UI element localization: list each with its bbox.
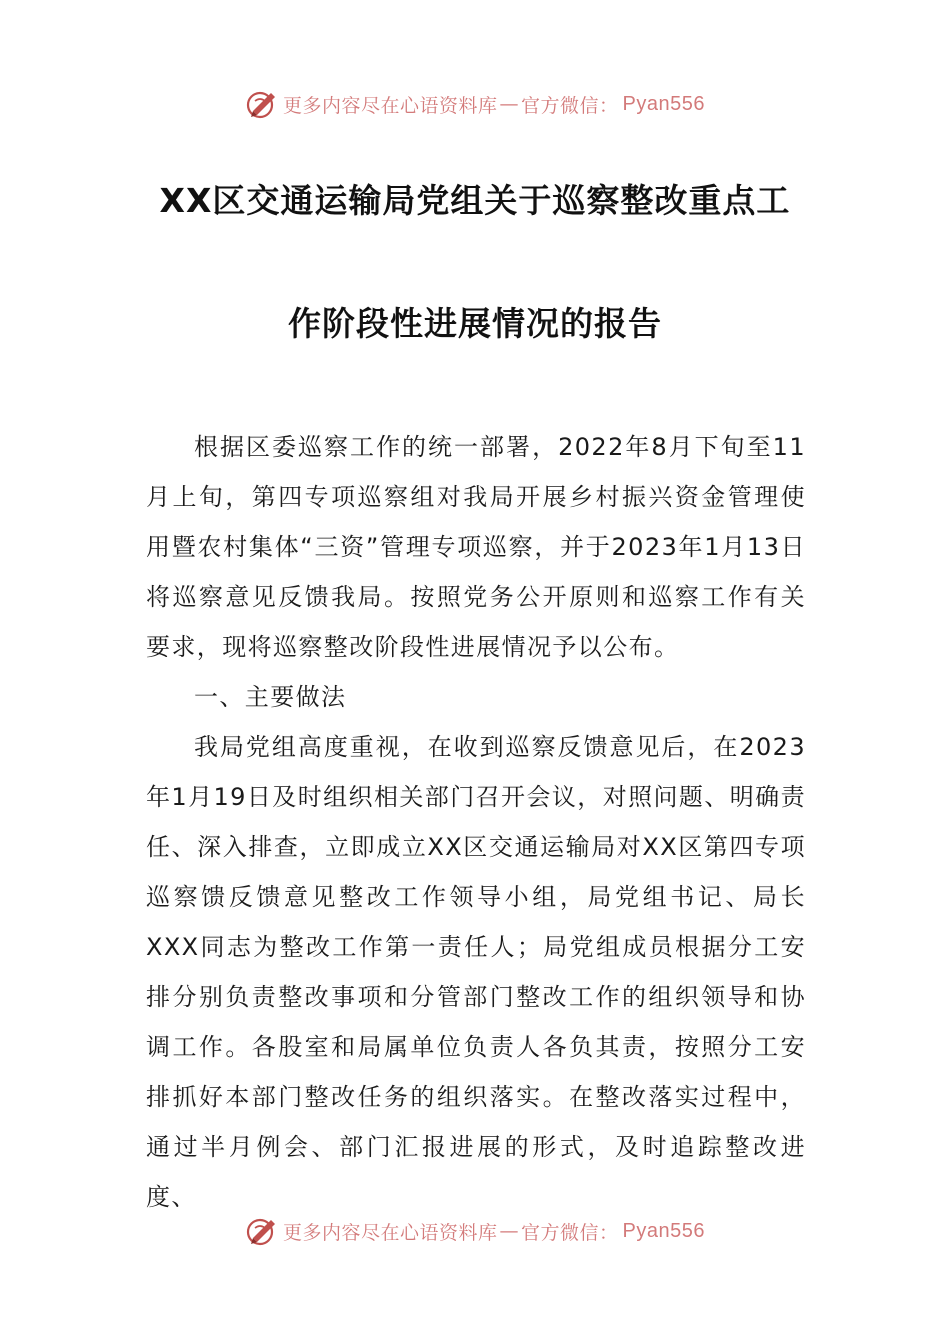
footer-watermark bbox=[0, 1213, 950, 1249]
section-heading-main-practices: 一、主要做法 bbox=[194, 683, 347, 711]
paragraph-practices: 我局党组高度重视，在收到巡察反馈意见后，在2023年1月19日及时组织相关部门召开会议，对照问题、明确责任、深入排查，立即成立XX区交通运输局对XX区第四专项巡察馈反馈意见整改工作领导小组，局党组书记、局长XXX同志为整改工作第一责任人；局党组成员根据分工安排分别负责整改事项和分管部门整改工作的组织领导和协调工作。各股室和局属单位负责人各负其责，按照分工安排抓好本部门整改任务的组织落实。在整改落实过程中，通过半月例会、部门汇报进展的形式，及时追踪整改进度、 bbox=[146, 733, 806, 1211]
watermark-official-label: 官方微信： bbox=[521, 1221, 619, 1244]
paragraph-intro: 根据区委巡察工作的统一部署，2022年8月下旬至11月上旬，第四专项巡察组对我局开展乡村振兴资金管理使用暨农村集体“三资”管理专项巡察，并于2023年1月13日将巡察意见反馈我局。按照党务公开原则和巡察工作有关要求，现将巡察整改阶段性进展情况予以公布。 bbox=[146, 433, 806, 661]
watermark-text: 更多内容尽在心语资料库 bbox=[283, 1221, 498, 1244]
header-watermark bbox=[0, 86, 950, 122]
pen-logo-icon bbox=[245, 87, 279, 121]
watermark-separator: — bbox=[499, 1220, 520, 1242]
watermark-official-label: 官方微信： bbox=[521, 94, 619, 117]
watermark-account: Pyan556 bbox=[622, 1219, 705, 1242]
watermark-separator: — bbox=[499, 93, 520, 115]
document-title-line-2: 作阶段性进展情况的报告 bbox=[288, 304, 662, 343]
document-title-line-1: XX区交通运输局党组关于巡察整改重点工 bbox=[159, 181, 791, 220]
watermark-account: Pyan556 bbox=[622, 92, 705, 115]
document-body bbox=[146, 422, 806, 1222]
pen-logo-icon bbox=[245, 1214, 279, 1248]
watermark-text: 更多内容尽在心语资料库 bbox=[283, 94, 498, 117]
